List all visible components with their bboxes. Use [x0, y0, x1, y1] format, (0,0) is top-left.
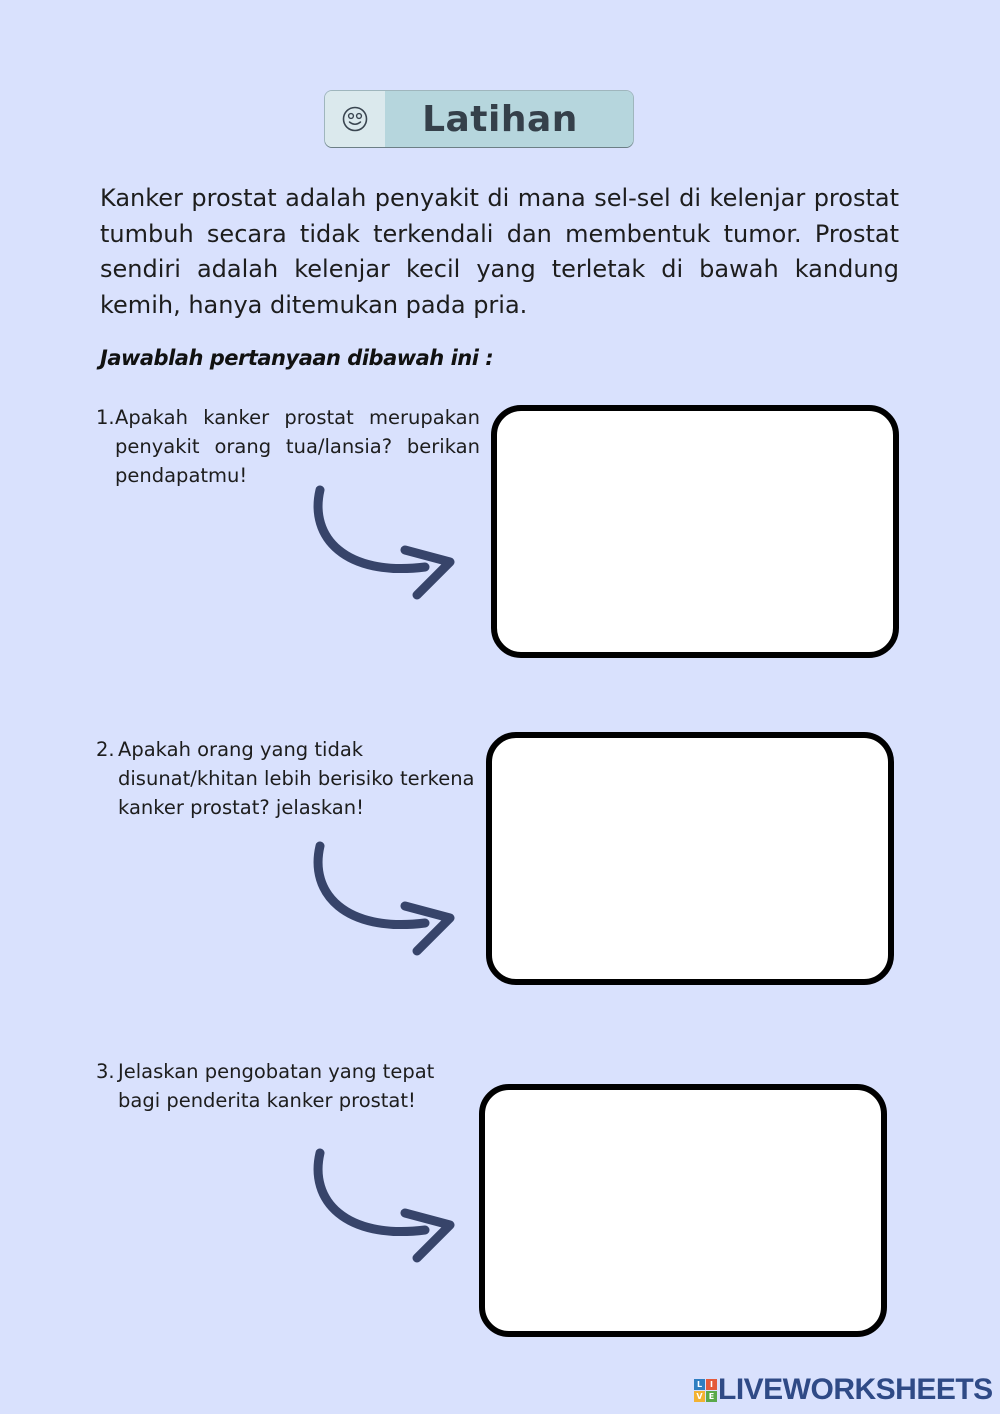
- question-1: [96, 403, 480, 490]
- question-3: [96, 1057, 480, 1115]
- logo-mark-letter: I: [706, 1379, 717, 1390]
- intro-paragraph: Kanker prostat adalah penyakit di mana sel-sel di kelenjar prostat tumbuh secara tidak terkendali dan membentuk tumor. Prostat sendiri adalah kelenjar kecil yang terletak di bawah kandung kemih, hanya ditemukan pada pria.: [100, 184, 899, 319]
- answer-box-2[interactable]: [486, 732, 894, 985]
- logo-mark-letter: L: [694, 1379, 705, 1390]
- answer-box-1[interactable]: [491, 405, 899, 658]
- question-text: Apakah kanker prostat merupakan penyakit orang tua/lansia? berikan pendapatmu!: [115, 406, 480, 487]
- arrow-icon: [305, 1145, 455, 1270]
- logo-mark-icon: [694, 1379, 717, 1402]
- logo-text: LIVEWORKSHEETS: [718, 1373, 993, 1406]
- question-2: [96, 735, 480, 822]
- answer-box-3[interactable]: [479, 1084, 887, 1337]
- liveworksheets-logo: [694, 1373, 993, 1407]
- question-text: Apakah orang yang tidak disunat/khitan lebih berisiko terkena kanker prostat? jelaskan!: [118, 738, 475, 819]
- logo-mark-letter: E: [706, 1391, 717, 1402]
- logo-mark-letter: V: [694, 1391, 705, 1402]
- question-number: 2.: [96, 738, 115, 761]
- question-number: 1.: [96, 406, 115, 429]
- badge-title-cell: [385, 91, 633, 147]
- page-title: Latihan: [422, 98, 578, 140]
- instruction-heading: Jawablah pertanyaan dibawah ini :: [100, 346, 494, 370]
- arrow-icon: [305, 482, 455, 607]
- question-number: 3.: [96, 1060, 115, 1083]
- smiley-icon: [341, 105, 369, 133]
- question-text: Jelaskan pengobatan yang tepat bagi penderita kanker prostat!: [118, 1060, 435, 1112]
- badge-icon-cell: [325, 91, 385, 147]
- title-badge: [325, 91, 633, 147]
- arrow-icon: [305, 838, 455, 963]
